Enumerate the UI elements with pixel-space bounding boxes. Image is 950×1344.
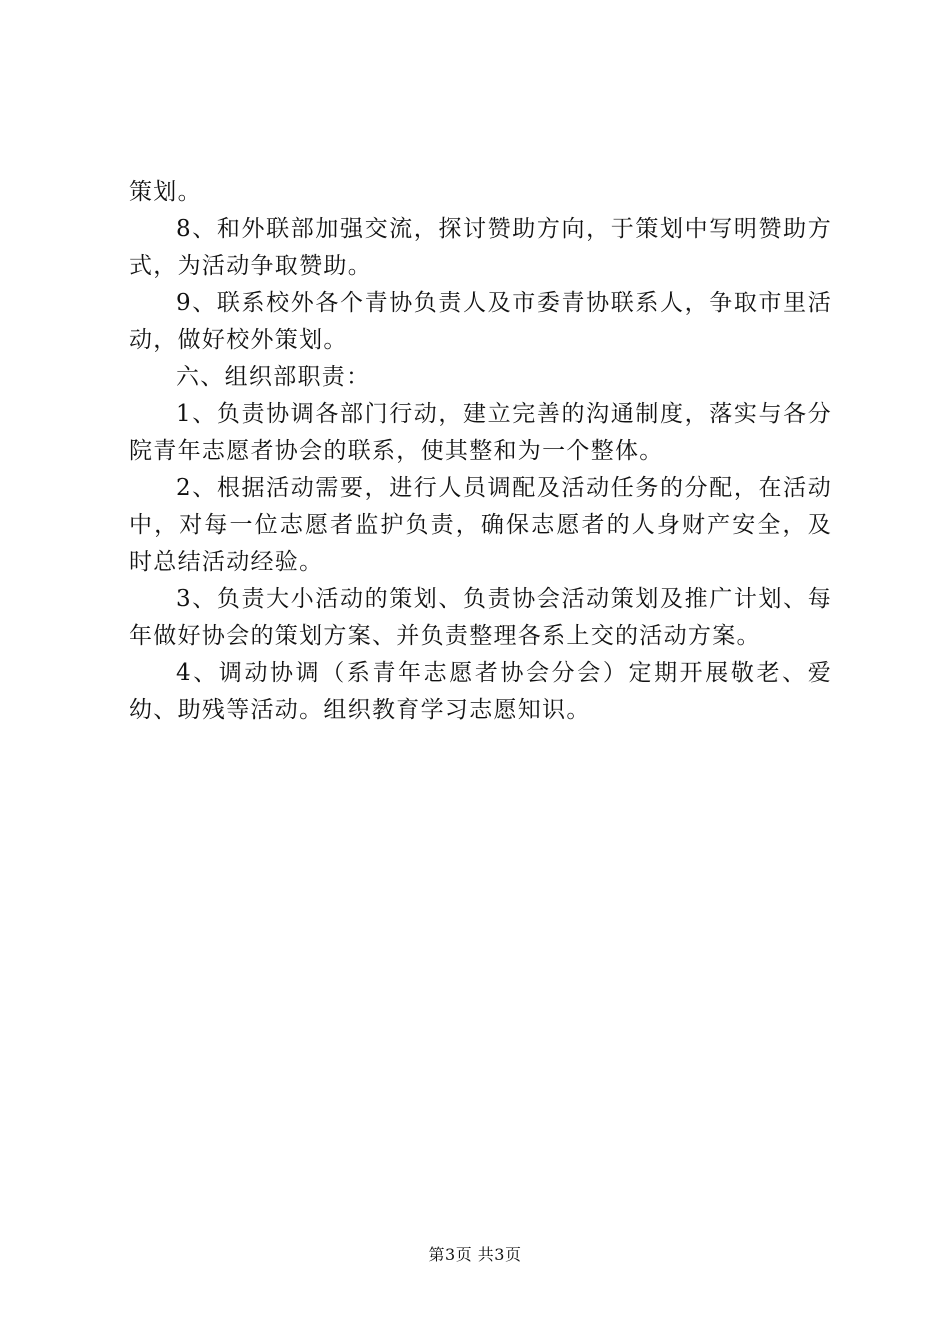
page-footer bbox=[0, 1244, 950, 1266]
paragraph-continuation: 策划。 bbox=[129, 179, 202, 205]
paragraph-item-2: 2、根据活动需要，进行人员调配及活动任务的分配，在活动中，对每一位志愿者监护负责，确保志愿者的人身财产安全，及时总结活动经验。 bbox=[129, 475, 832, 575]
page-number-label: 第3页 共3页 bbox=[428, 1245, 522, 1264]
paragraph-item-3: 3、负责大小活动的策划、负责协会活动策划及推广计划、每年做好协会的策划方案、并负责整理各系上交的活动方案。 bbox=[129, 586, 832, 649]
document-body bbox=[129, 174, 832, 729]
paragraph-item-1: 1、负责协调各部门行动，建立完善的沟通制度，落实与各分院青年志愿者协会的联系，使其整和为一个整体。 bbox=[129, 401, 832, 464]
paragraph-item-9: 9、联系校外各个青协负责人及市委青协联系人，争取市里活动，做好校外策划。 bbox=[129, 290, 832, 353]
paragraph-item-4: 4、调动协调（系青年志愿者协会分会）定期开展敬老、爱幼、助残等活动。组织教育学习志愿知识。 bbox=[129, 660, 832, 723]
paragraph-item-8: 8、和外联部加强交流，探讨赞助方向，于策划中写明赞助方式，为活动争取赞助。 bbox=[129, 216, 832, 279]
section-heading-organization-dept: 六、组织部职责： bbox=[176, 364, 371, 390]
